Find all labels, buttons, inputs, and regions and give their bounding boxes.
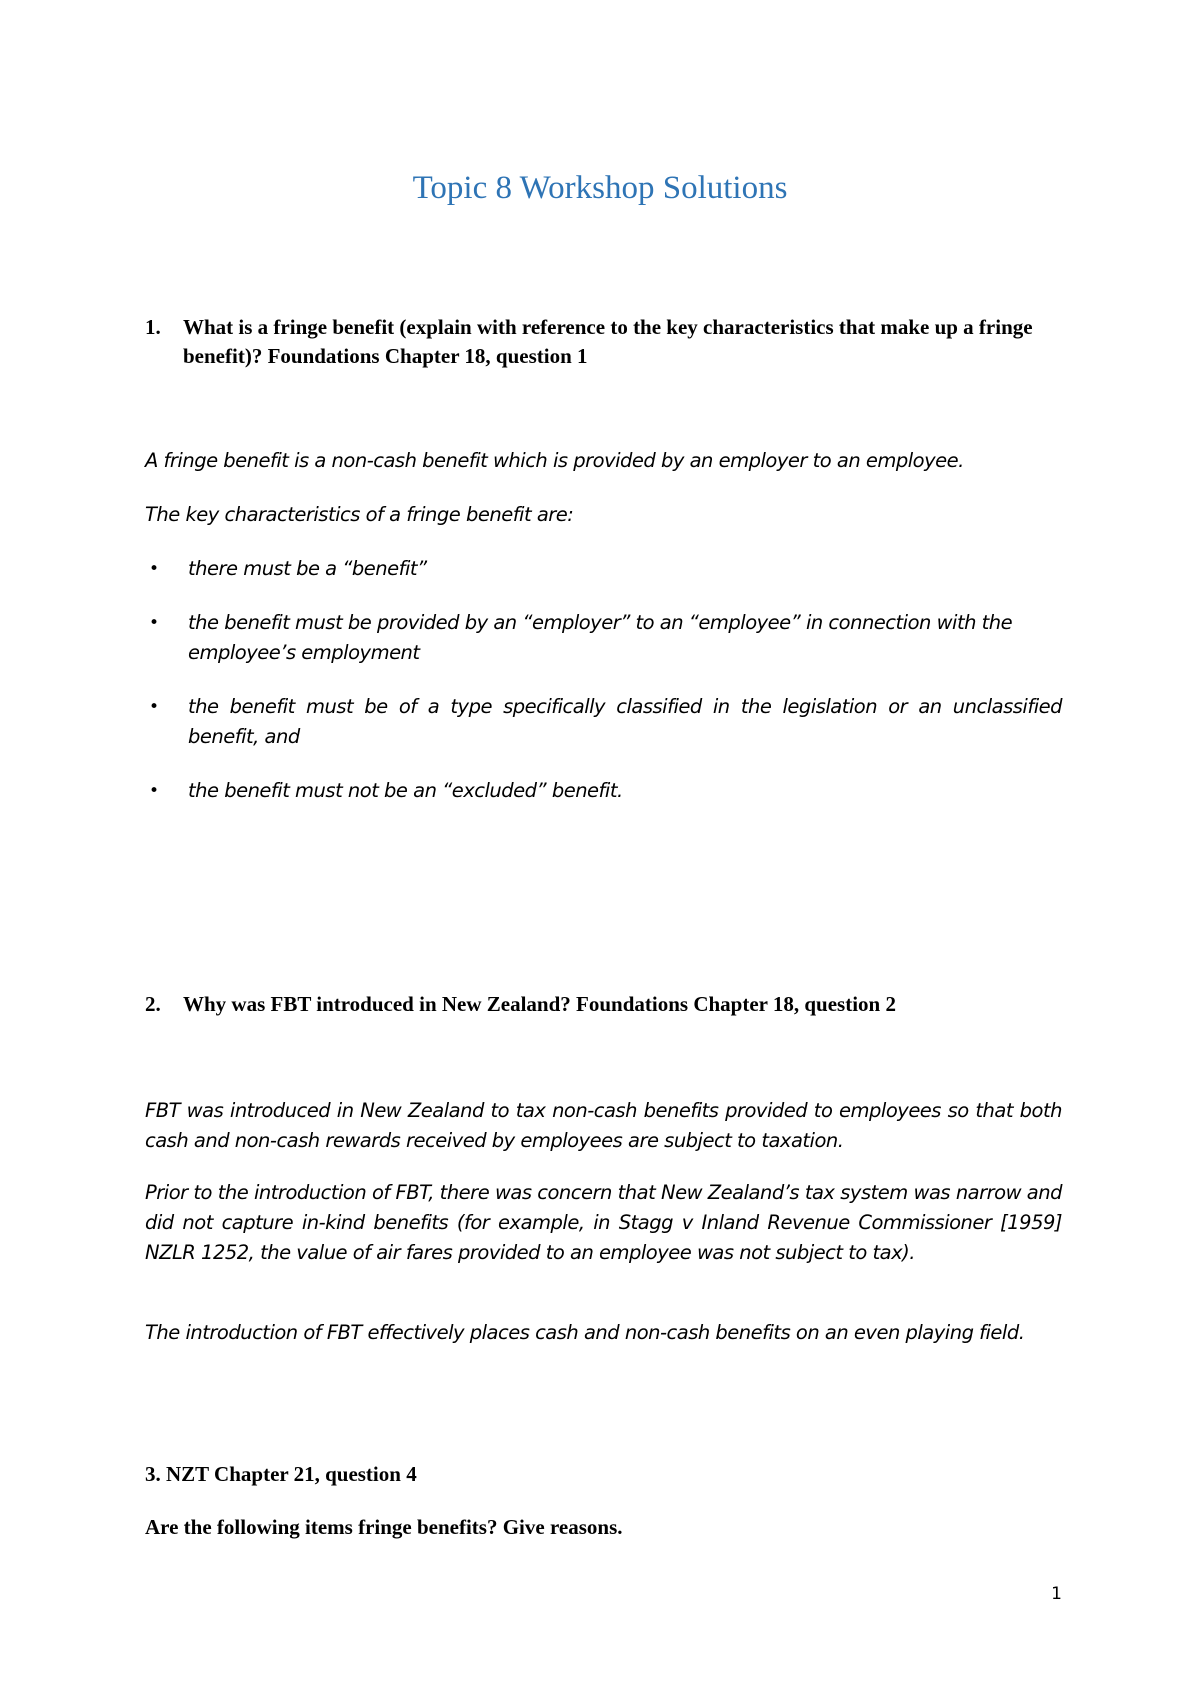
answer-2-paragraph-2: Prior to the introduction of FBT, there was concern that New Zealand’s tax system was narrow and did not capture in-kind benefits (for example, in Stagg v Inland Revenue Commissioner [1959] NZLR 1252, the value of air fares provided to an employee was not subject to tax). xyxy=(145,1181,1062,1264)
question-3-prompt: Are the following items fringe benefits? Give reasons. xyxy=(145,1515,623,1539)
bullet-icon: • xyxy=(149,781,159,801)
question-1-text: What is a fringe benefit (explain with reference to the key characteristics that make up a fringe benefit)? Foundations Chapter 18, question 1 xyxy=(183,315,1033,368)
list-item-text: the benefit must not be an “excluded” benefit. xyxy=(188,779,623,802)
list-item-text: the benefit must be provided by an “employer” to an “employee” in connection with the employee’s employment xyxy=(188,611,1013,664)
question-1-number: 1. xyxy=(145,315,161,339)
characteristics-list xyxy=(145,554,1062,830)
page-title: Topic 8 Workshop Solutions xyxy=(412,170,788,206)
answer-1-intro: A fringe benefit is a non-cash benefit which is provided by an employer to an employee. xyxy=(145,449,964,472)
list-item xyxy=(145,608,1062,668)
answer-2-paragraph-3: The introduction of FBT effectively places cash and non-cash benefits on an even playing field. xyxy=(145,1321,1025,1344)
answer-1-lead: The key characteristics of a fringe benefit are: xyxy=(145,503,574,526)
list-item xyxy=(145,554,1062,584)
list-item-text: there must be a “benefit” xyxy=(188,557,427,580)
list-item xyxy=(145,776,1062,806)
question-3-heading: 3. NZT Chapter 21, question 4 xyxy=(145,1462,417,1486)
list-item-text: the benefit must be of a type specifically classified in the legislation or an unclassified benefit, and xyxy=(188,695,1062,748)
page-number: 1 xyxy=(1051,1584,1062,1604)
question-2 xyxy=(145,990,1065,1019)
answer-2-paragraph-1: FBT was introduced in New Zealand to tax non-cash benefits provided to employees so that both cash and non-cash rewards received by employees are subject to taxation. xyxy=(145,1099,1062,1152)
bullet-icon: • xyxy=(149,559,159,579)
list-item xyxy=(145,692,1062,752)
bullet-icon: • xyxy=(149,613,159,633)
question-1 xyxy=(145,313,1065,371)
question-2-text: Why was FBT introduced in New Zealand? Foundations Chapter 18, question 2 xyxy=(183,992,896,1016)
question-2-number: 2. xyxy=(145,992,161,1016)
bullet-icon: • xyxy=(149,697,159,717)
